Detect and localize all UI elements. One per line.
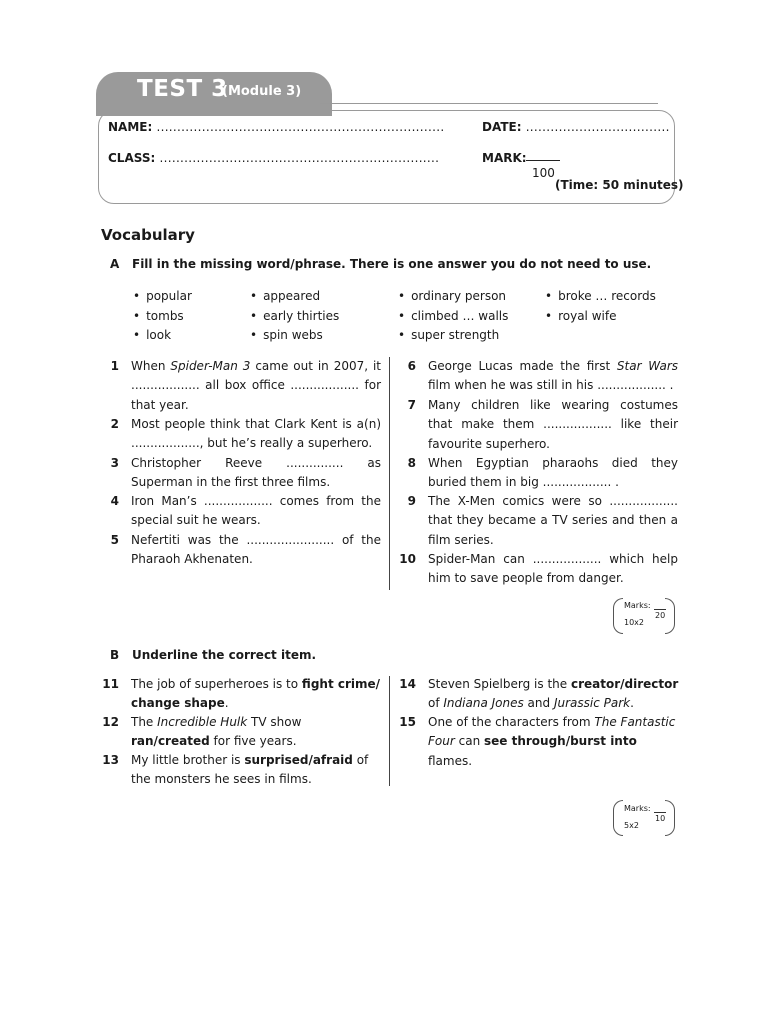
word-bank-item: • royal wife xyxy=(545,308,617,323)
test-module: (Module 3) xyxy=(222,84,302,99)
word-bank-item: • early thirties xyxy=(250,308,340,323)
part-a-letter: A xyxy=(110,257,120,271)
word-bank-col-3 xyxy=(398,287,508,346)
marks-box-b xyxy=(613,800,675,836)
question-number: 14 xyxy=(399,677,416,691)
class-field[interactable] xyxy=(108,151,439,165)
word-bank-item: • climbed … walls xyxy=(398,308,509,323)
question-15: One of the characters from The Fantastic Four can see through/burst into flames. xyxy=(428,715,676,768)
word-bank-col-4 xyxy=(545,287,656,326)
question-5: Nefertiti was the ....................... of the Pharaoh Akhenaten. xyxy=(131,533,381,567)
question-number: 12 xyxy=(102,715,119,729)
question-number: 8 xyxy=(407,456,416,470)
marks-label: Marks: xyxy=(624,601,651,610)
question-number: 6 xyxy=(407,359,416,373)
question-14: Steven Spielberg is the creator/director of Indiana Jones and Jurassic Park. xyxy=(428,677,679,711)
part-b-text: Underline the correct item. xyxy=(132,648,317,662)
marks-label: Marks: xyxy=(624,804,651,813)
marks-calc: 10x2 xyxy=(624,618,645,627)
question-12: The Incredible Hulk TV show ran/created for five years. xyxy=(131,715,302,749)
name-label: NAME: xyxy=(108,120,153,134)
name-field[interactable] xyxy=(108,120,444,134)
name-dots: ...................................................................... xyxy=(156,120,445,134)
question-2: Most people think that Clark Kent is a(n) .................., but he’s really a superhero. xyxy=(131,417,381,451)
word-bank-item: • broke … records xyxy=(545,289,656,303)
mark-fraction-line xyxy=(526,160,560,161)
word-bank-item: • look xyxy=(133,328,172,342)
mark-total: 100 xyxy=(532,166,555,180)
class-label: CLASS: xyxy=(108,151,156,165)
question-8: When Egyptian pharaohs died they buried them in big .................. . xyxy=(428,456,678,490)
question-4: Iron Man’s .................. comes from the special suit he wears. xyxy=(131,494,381,528)
word-bank-item: • super strength xyxy=(398,328,500,342)
question-10: Spider-Man can .................. which help him to save people from danger. xyxy=(428,552,678,586)
question-7: Many children like wearing costumes that make them .................. like their favourite superhero. xyxy=(428,398,678,451)
question-number: 3 xyxy=(110,456,119,470)
question-1: When Spider-Man 3 came out in 2007, it .................. all box office .................. for that year. xyxy=(131,359,381,412)
part-b-instruction xyxy=(110,648,316,662)
header-rule xyxy=(320,103,658,104)
word-bank-col-1 xyxy=(133,287,192,346)
section-title: Vocabulary xyxy=(101,226,195,244)
question-number: 9 xyxy=(407,494,416,508)
word-bank-item: • spin webs xyxy=(250,328,323,342)
date-label: DATE: xyxy=(482,120,522,134)
question-11: The job of superheroes is to fight crime/ change shape. xyxy=(131,677,381,711)
column-separator-b xyxy=(389,676,390,786)
marks-total: 20 xyxy=(655,611,666,620)
mark-label: MARK: xyxy=(482,151,527,165)
word-bank-item: • appeared xyxy=(250,289,321,303)
date-field[interactable] xyxy=(482,120,670,134)
date-dots: ................................... xyxy=(525,120,670,134)
question-number: 13 xyxy=(102,753,119,767)
part-a-text: Fill in the missing word/phrase. There is one answer you do not need to use. xyxy=(132,257,652,271)
question-6: George Lucas made the first Star Wars film when he was still in his .................. . xyxy=(428,359,678,393)
marks-box-a xyxy=(613,598,675,634)
time-limit: (Time: 50 minutes) xyxy=(555,178,684,192)
marks-calc: 5x2 xyxy=(624,821,639,830)
word-bank-item: • tombs xyxy=(133,308,184,323)
question-number: 5 xyxy=(110,533,119,547)
question-13: My little brother is surprised/afraid of the monsters he sees in films. xyxy=(131,753,369,787)
word-bank-item: • ordinary person xyxy=(398,289,507,303)
question-3: Christopher Reeve ............... as Superman in the first three films. xyxy=(131,456,381,490)
question-number: 1 xyxy=(110,359,119,373)
class-dots: .................................................................... xyxy=(159,151,440,165)
question-number: 10 xyxy=(399,552,416,566)
question-number: 2 xyxy=(110,417,119,431)
question-number: 11 xyxy=(102,677,119,691)
question-number: 4 xyxy=(110,494,119,508)
test-title: TEST 3 xyxy=(137,76,228,102)
question-9: The X-Men comics were so .................. that they became a TV series and then a film series. xyxy=(428,494,678,547)
question-number: 7 xyxy=(407,398,416,412)
marks-total: 10 xyxy=(655,814,666,823)
question-number: 15 xyxy=(399,715,416,729)
part-a-instruction xyxy=(110,257,651,271)
word-bank-item: • popular xyxy=(133,289,192,303)
part-b-letter: B xyxy=(110,648,120,662)
column-separator xyxy=(389,357,390,590)
word-bank-col-2 xyxy=(250,287,339,346)
